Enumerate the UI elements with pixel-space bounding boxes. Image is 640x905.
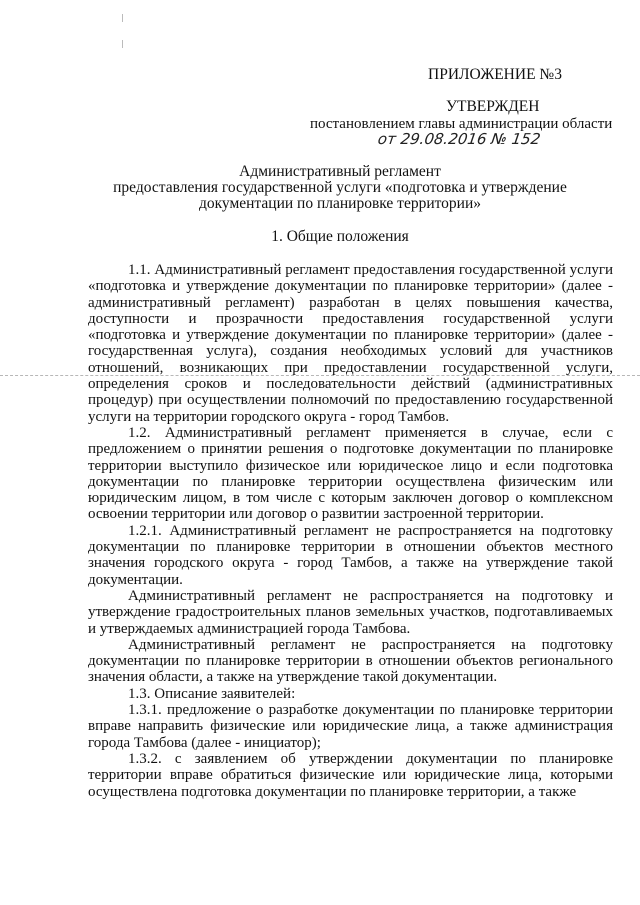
paragraph: 1.2. Административный регламент применяется в случае, если с предложением о принятии решения о подготовке документации по планировке территории выступило физическое или юридическое лицо и если подготовка документации по планировке территории осуществлена физическим или юридическим лицом, в том числе с которым заключен договор о комплексном освоении территории или договор о развитии застроенной территории.	[88, 424, 613, 523]
paragraph: 1.3.2. с заявлением об утверждении документации по планировке территории вправе обратиться физические или юридические лица, которыми осуществлена подготовка документации по планировке территории, а также	[88, 750, 613, 800]
handwritten-date: от 29.08.2016 № 152	[376, 130, 542, 148]
scan-mark	[122, 40, 123, 48]
title-line: документации по планировке территории»	[198, 195, 482, 212]
paragraph: Административный регламент не распространяется на подготовку и утверждение градостроительных планов земельных участков, подготавливаемых и утверждаемых администрацией города Тамбова.	[88, 587, 613, 637]
title-line: предоставления государственной услуги «подготовка и утверждение	[113, 179, 567, 196]
paragraph: 1.3.1. предложение о разработке документации по планировке территории вправе направить физические или юридические лица, а также администрация города Тамбова (далее - инициатор);	[88, 702, 613, 751]
title-line: Административный регламент	[239, 163, 441, 180]
paragraph: 1.3. Описание заявителей:	[128, 685, 296, 702]
section-heading: 1. Общие положения	[271, 228, 409, 245]
body-text	[88, 262, 613, 800]
appendix-label: ПРИЛОЖЕНИЕ №3	[428, 66, 562, 83]
paragraph: Административный регламент не распространяется на подготовку документации по планировке территории в отношении объектов регионального значения области, а также на утверждение такой документации.	[88, 636, 613, 686]
approved-label: УТВЕРЖДЕН	[446, 98, 540, 115]
paragraph: 1.2.1. Административный регламент не распространяется на подготовку документации по планировке территории в отношении объектов местного значения городского округа - город Тамбов, а также на утверждение такой документации.	[88, 522, 613, 588]
decree-line: постановлением главы администрации области	[310, 116, 613, 132]
scan-mark	[122, 14, 123, 22]
document-title	[70, 164, 610, 212]
paragraph: 1.1. Административный регламент предоставления государственной услуги «подготовка и утверждение документации по планировке территории» (далее - административный регламент) разработан в целях повышения качества, доступности и прозрачности предоставления государственной услуги «подготовка и утверждение документации по планировке территории» (далее - государственная услуга), создания необходимых условий для участников отношений, возникающих при предоставлении государственной услуги, определения сроков и последовательности действий (административных процедур) при осуществлении полномочий по предоставлению государственной услуги на территории городского округа - город Тамбов.	[88, 262, 613, 425]
